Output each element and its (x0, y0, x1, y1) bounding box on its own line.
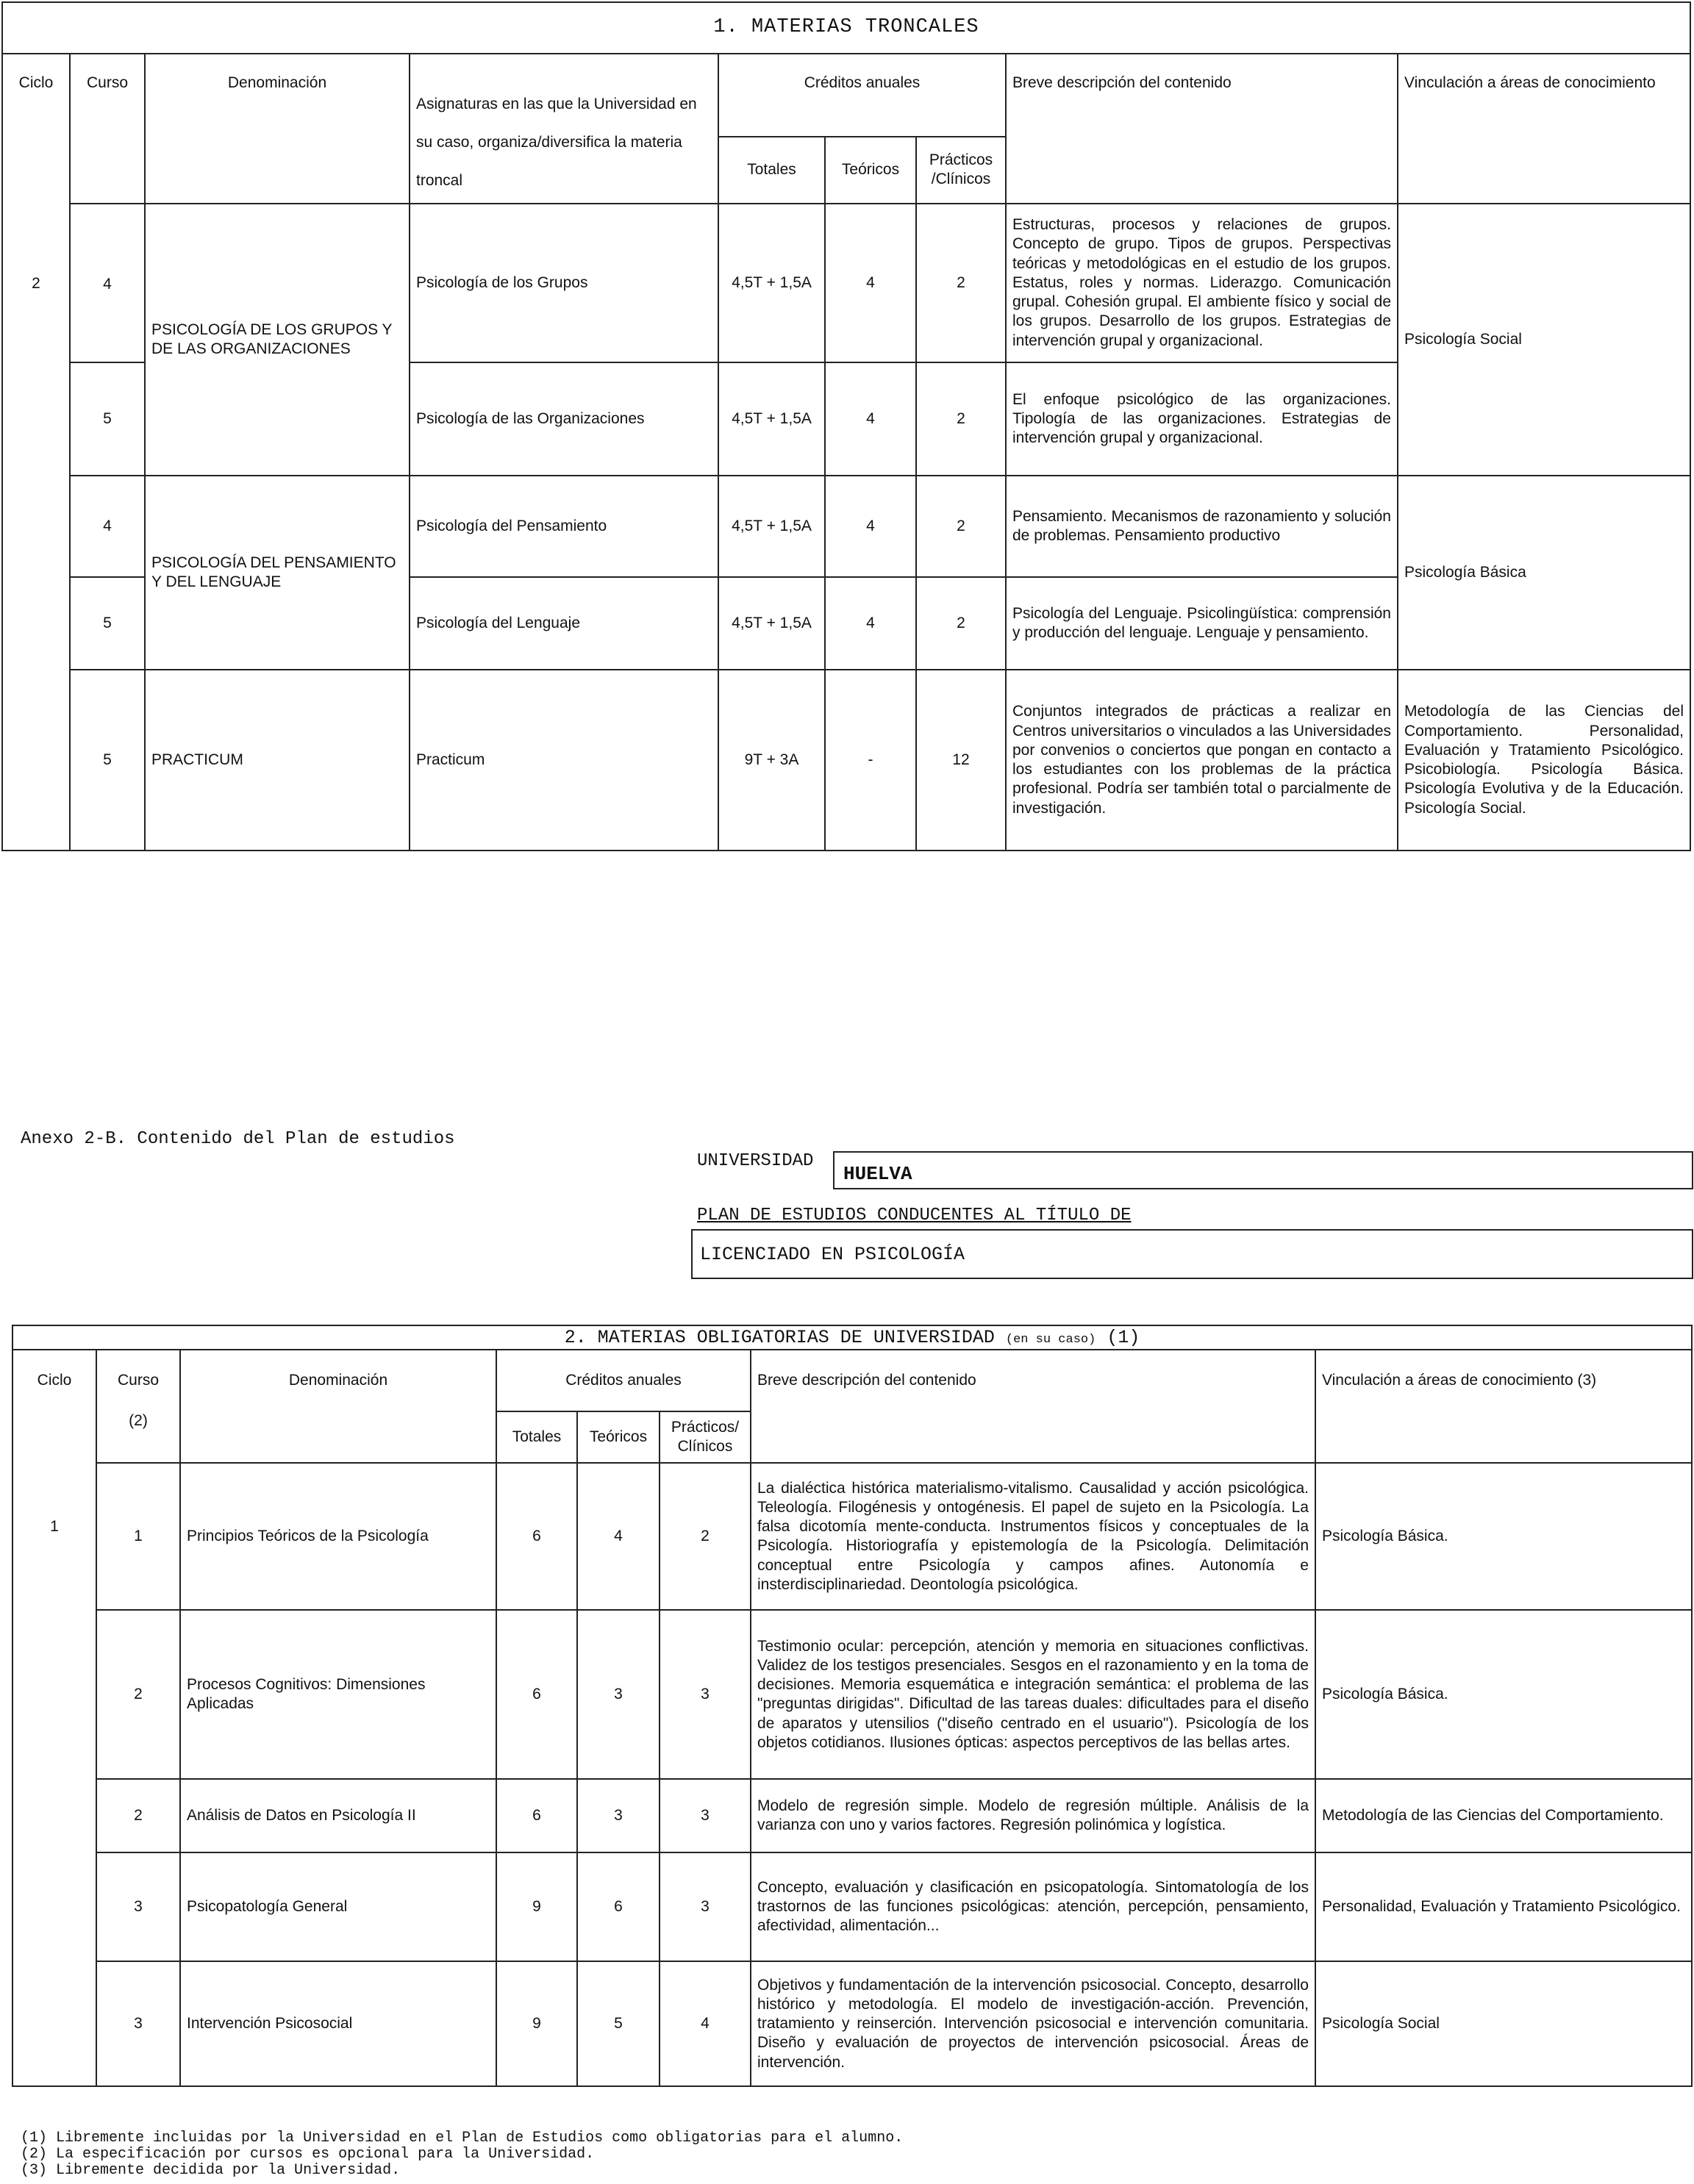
header-curso: Curso (70, 54, 145, 204)
descripcion-cell: Pensamiento. Mecanismos de razonamiento y solución de problemas. Pensamiento productivo (1006, 476, 1398, 577)
header-curso-label: Curso (117, 1372, 160, 1389)
teoricos-cell: 6 (577, 1852, 660, 1961)
obligatorias-title-small: (en su caso) (1005, 1333, 1096, 1347)
teoricos-cell: 4 (825, 577, 916, 670)
universidad-label: UNIVERSIDAD (697, 1151, 814, 1171)
totales-cell: 6 (496, 1463, 577, 1610)
denominacion-cell: Procesos Cognitivos: Dimensiones Aplicadas (180, 1610, 496, 1779)
totales-cell: 4,5T + 1,5A (718, 577, 825, 670)
denominacion-cell: Psicopatología General (180, 1852, 496, 1961)
obligatorias-title-main: 2. MATERIAS OBLIGATORIAS DE UNIVERSIDAD (564, 1327, 995, 1348)
teoricos-cell: 3 (577, 1610, 660, 1779)
vinculacion-cell: Psicología Social (1398, 204, 1690, 476)
obligatorias-title (12, 1325, 1692, 1350)
header-ciclo: Ciclo (12, 1350, 96, 1463)
titulo-box (691, 1229, 1693, 1279)
descripcion-cell: El enfoque psicológico de las organizaciones. Tipología de las organizaciones. Estrategias de intervención grupal y organizacional. (1006, 362, 1398, 476)
header-ciclo: Ciclo (2, 54, 70, 204)
descripcion-cell: Modelo de regresión simple. Modelo de regresión múltiple. Análisis de la varianza con uno y varios factores. Regresión polinómica y logística. (751, 1779, 1315, 1852)
practicos-cell: 2 (916, 476, 1006, 577)
denominacion-cell: PRACTICUM (145, 670, 410, 851)
descripcion-cell: Objetivos y fundamentación de la intervención psicosocial. Concepto, desarrollo histórico y metodología. El modelo de investigación-acción. Prevención, tratamiento y reinserción. Intervención psicosocial e intervención comunitaria. Diseño y evaluación de proyectos de intervención psicosocial. Áreas de intervención. (751, 1961, 1315, 2086)
teoricos-cell: 4 (825, 362, 916, 476)
header-descripcion: Breve descripción del contenido (751, 1350, 1315, 1463)
vinculacion-cell: Psicología Básica (1398, 476, 1690, 670)
asignatura-cell: Psicología del Lenguaje (410, 577, 718, 670)
ciclo-cell: 1 (12, 1463, 96, 2086)
header-totales: Totales (718, 137, 825, 204)
denominacion-cell: Principios Teóricos de la Psicología (180, 1463, 496, 1610)
totales-cell: 6 (496, 1610, 577, 1779)
curso-cell: 5 (70, 362, 145, 476)
teoricos-cell: 5 (577, 1961, 660, 2086)
asignatura-cell: Psicología del Pensamiento (410, 476, 718, 577)
practicos-cell: 2 (916, 204, 1006, 362)
practicos-cell: 2 (916, 577, 1006, 670)
asignatura-cell: Psicología de las Organizaciones (410, 362, 718, 476)
totales-cell: 9T + 3A (718, 670, 825, 851)
obligatorias-title-note: (1) (1107, 1327, 1140, 1348)
header-vinculacion: Vinculación a áreas de conocimiento (1398, 54, 1690, 204)
practicos-cell: 2 (916, 362, 1006, 476)
denominacion-cell: Intervención Psicosocial (180, 1961, 496, 2086)
header-descripcion: Breve descripción del contenido (1006, 54, 1398, 204)
header-creditos-anuales: Créditos anuales (718, 54, 1006, 137)
practicos-cell: 4 (660, 1961, 751, 2086)
header-asignaturas: Asignaturas en las que la Universidad en su caso, organiza/diversifica la materia troncal (410, 54, 718, 204)
vinculacion-cell: Psicología Básica. (1315, 1610, 1692, 1779)
teoricos-cell: 3 (577, 1779, 660, 1852)
totales-cell: 4,5T + 1,5A (718, 204, 825, 362)
titulo-value: LICENCIADO EN PSICOLOGÍA (700, 1244, 965, 1265)
footnote-3: (3) Libremente decidida por la Universidad. (21, 2162, 401, 2179)
practicos-cell: 3 (660, 1852, 751, 1961)
troncales-title: 1. MATERIAS TRONCALES (2, 2, 1690, 54)
descripcion-cell: Conjuntos integrados de prácticas a realizar en Centros universitarios o vinculados a las Universidades por convenios o conciertos que pongan en contacto a los estudiantes con los problemas de la práctica profesional. Podría ser también total o parcialmente de investigación. (1006, 670, 1398, 851)
practicos-cell: 3 (660, 1779, 751, 1852)
descripcion-cell: Concepto, evaluación y clasificación en psicopatología. Sintomatología de los trastornos de las funciones psicológicas: atención, percepción, pensamiento, afectividad, alimentación... (751, 1852, 1315, 1961)
obligatorias-table (12, 1325, 1693, 2087)
header-denominacion: Denominación (145, 54, 410, 204)
practicos-cell: 12 (916, 670, 1006, 851)
curso-cell: 3 (96, 1961, 180, 2086)
curso-cell: 2 (96, 1610, 180, 1779)
vinculacion-cell: Metodología de las Ciencias del Comportamiento. Personalidad, Evaluación y Tratamiento Psicológico. Psicobiología. Psicología Básica. Psicología Evolutiva y de la Educación. Psicología Social. (1398, 670, 1690, 851)
denominacion-cell: PSICOLOGÍA DE LOS GRUPOS Y DE LAS ORGANIZACIONES (145, 204, 410, 476)
asignatura-cell: Practicum (410, 670, 718, 851)
totales-cell: 6 (496, 1779, 577, 1852)
universidad-value: HUELVA (843, 1163, 912, 1185)
totales-cell: 9 (496, 1852, 577, 1961)
header-practicos: Prácticos /Clínicos (916, 137, 1006, 204)
descripcion-cell: Estructuras, procesos y relaciones de grupos. Concepto de grupo. Tipos de grupos. Perspectivas teóricas y metodológicas en el estudio de los grupos. Estatus, roles y normas. Liderazgo. Comunicación grupal. Cohesión grupal. El ambiente físico y social de los grupos. Desarrollo de los grupos. Estrategias de intervención grupal y organizacional. (1006, 204, 1398, 362)
plan-label: PLAN DE ESTUDIOS CONDUCENTES AL TÍTULO DE (697, 1206, 1132, 1225)
header-totales: Totales (496, 1411, 577, 1463)
curso-cell: 2 (96, 1779, 180, 1852)
descripcion-cell: Psicología del Lenguaje. Psicolingüística: comprensión y producción del lenguaje. Lenguaje y pensamiento. (1006, 577, 1398, 670)
vinculacion-cell: Psicología Básica. (1315, 1463, 1692, 1610)
header-creditos-anuales: Créditos anuales (496, 1350, 751, 1411)
teoricos-cell: 4 (825, 476, 916, 577)
asignatura-cell: Psicología de los Grupos (410, 204, 718, 362)
practicos-cell: 3 (660, 1610, 751, 1779)
curso-cell: 4 (70, 476, 145, 577)
teoricos-cell: 4 (825, 204, 916, 362)
universidad-box (833, 1151, 1693, 1189)
troncales-table (1, 1, 1691, 851)
header-teoricos: Teóricos (577, 1411, 660, 1463)
header-curso-note: (2) (129, 1411, 148, 1429)
ciclo-cell: 2 (2, 204, 70, 851)
teoricos-cell: - (825, 670, 916, 851)
footnote-1: (1) Libremente incluidas por la Universidad en el Plan de Estudios como obligatorias para el alumno. (21, 2130, 904, 2147)
totales-cell: 4,5T + 1,5A (718, 362, 825, 476)
descripcion-cell: Testimonio ocular: percepción, atención y memoria en situaciones conflictivas. Validez de los testigos presenciales. Sesgos en el razonamiento y en la toma de decisiones. Memoria esquemática e integración semántica: el problema de las "preguntas dirigidas". Dificultad de las tareas duales: dificultades para el diseño de aparatos y utensilios ("diseño centrado en el usuario"). Psicología de los objetos cotidianos. Ilusiones ópticas: aspectos perceptivos de las bellas artes. (751, 1610, 1315, 1779)
vinculacion-cell: Metodología de las Ciencias del Comportamiento. (1315, 1779, 1692, 1852)
practicos-cell: 2 (660, 1463, 751, 1610)
vinculacion-cell: Psicología Social (1315, 1961, 1692, 2086)
anexo-label: Anexo 2-B. Contenido del Plan de estudios (21, 1129, 455, 1149)
footnotes (21, 2130, 903, 2179)
header-vinculacion: Vinculación a áreas de conocimiento (3) (1315, 1350, 1692, 1463)
teoricos-cell: 4 (577, 1463, 660, 1610)
curso-cell: 1 (96, 1463, 180, 1610)
curso-cell: 5 (70, 577, 145, 670)
curso-cell: 3 (96, 1852, 180, 1961)
curso-cell: 4 (70, 204, 145, 362)
denominacion-cell: Análisis de Datos en Psicología II (180, 1779, 496, 1852)
totales-cell: 9 (496, 1961, 577, 2086)
header-denominacion: Denominación (180, 1350, 496, 1463)
curso-cell: 5 (70, 670, 145, 851)
header-practicos: Prácticos/ Clínicos (660, 1411, 751, 1463)
denominacion-cell: PSICOLOGÍA DEL PENSAMIENTO Y DEL LENGUAJE (145, 476, 410, 670)
vinculacion-cell: Personalidad, Evaluación y Tratamiento Psicológico. (1315, 1852, 1692, 1961)
header-curso (96, 1350, 180, 1463)
header-teoricos: Teóricos (825, 137, 916, 204)
footnote-2: (2) La especificación por cursos es opcional para la Universidad. (21, 2146, 595, 2163)
descripcion-cell: La dialéctica histórica materialismo-vitalismo. Causalidad y acción psicológica. Teleología. Filogénesis y ontogénesis. El papel de sujeto en la Psicología. La falsa dicotomía mente-conducta. Instrumentos físicos y conceptuales de la Psicología. Historiografía y epistemología de la Psicología. Delimitación conceptual entre Psicología y campos afines. Autonomía e insterdisciplinariedad. Deontología psicológica. (751, 1463, 1315, 1610)
totales-cell: 4,5T + 1,5A (718, 476, 825, 577)
